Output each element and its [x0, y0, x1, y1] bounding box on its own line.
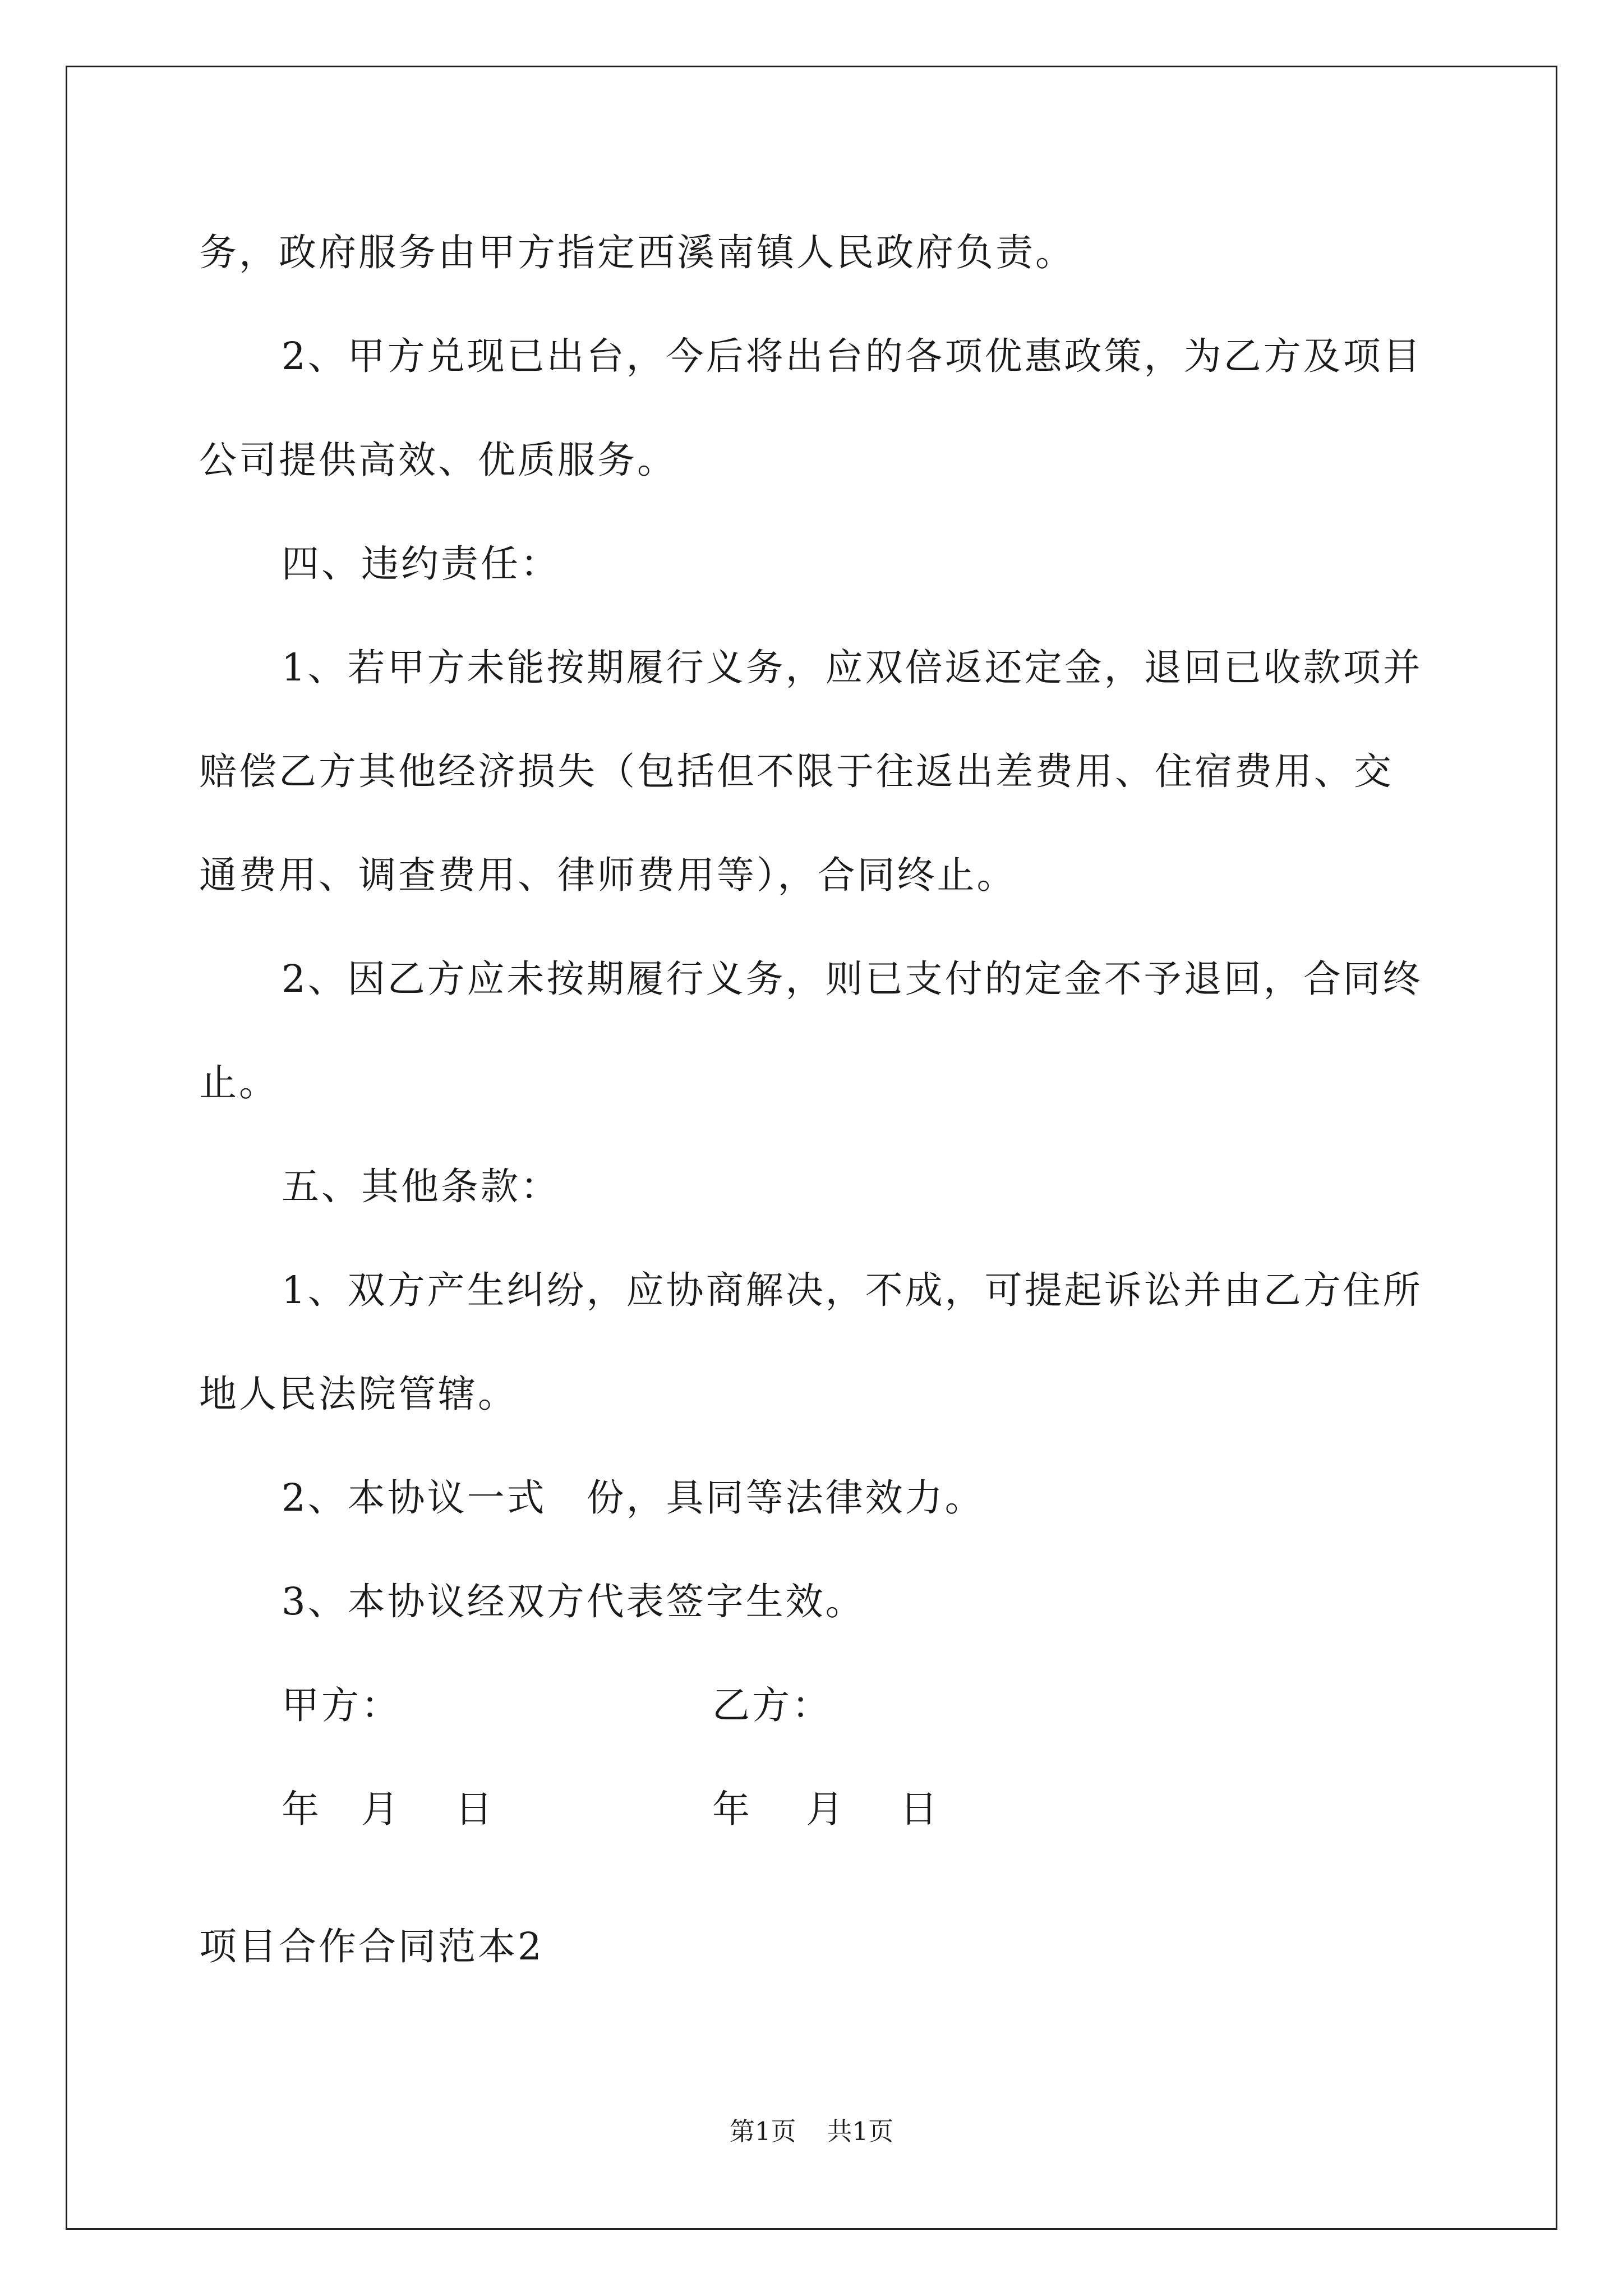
section-heading: 五、其他条款：	[282, 1165, 560, 1208]
paragraph-line: 赔偿乙方其他经济损失（包括但不限于往返出差费用、住宿费用、交	[199, 749, 1394, 793]
page-number: 第1页	[729, 2116, 796, 2146]
page-footer	[0, 2115, 1623, 2148]
paragraph-line: 地人民法院管辖。	[199, 1372, 518, 1416]
paragraph-line: 2、甲方兑现已出台，今后将出台的各项优惠政策，为乙方及项目	[282, 334, 1423, 378]
party-a-label: 甲方：	[282, 1683, 401, 1727]
section-heading: 四、违约责任：	[282, 542, 560, 586]
party-b-date: 年 月 日	[712, 1787, 940, 1831]
next-contract-title: 项目合作合同范本2	[199, 1925, 544, 1968]
paragraph-line: 2、因乙方应未按期履行义务，则已支付的定金不予退回，合同终	[282, 957, 1423, 1001]
page-border	[66, 66, 1557, 2230]
paragraph-line: 止。	[199, 1061, 279, 1105]
paragraph-line: 1、双方产生纠纷，应协商解决，不成，可提起诉讼并由乙方住所	[282, 1268, 1423, 1312]
paragraph-line: 务，政府服务由甲方指定西溪南镇人民政府负责。	[199, 231, 1075, 274]
paragraph-line: 2、本协议一式 份，具同等法律效力。	[282, 1476, 985, 1520]
party-b-label: 乙方：	[712, 1683, 832, 1727]
paragraph-line: 1、若甲方未能按期履行义务，应双倍返还定金，退回已收款项并	[282, 646, 1423, 689]
paragraph-line: 公司提供高效、优质服务。	[199, 438, 677, 482]
party-a-date: 年 月 日	[282, 1787, 495, 1831]
page-total: 共1页	[827, 2116, 894, 2146]
paragraph-line: 通费用、调查费用、律师费用等），合同终止。	[199, 853, 1017, 897]
paragraph-line: 3、本协议经双方代表签字生效。	[282, 1580, 865, 1623]
